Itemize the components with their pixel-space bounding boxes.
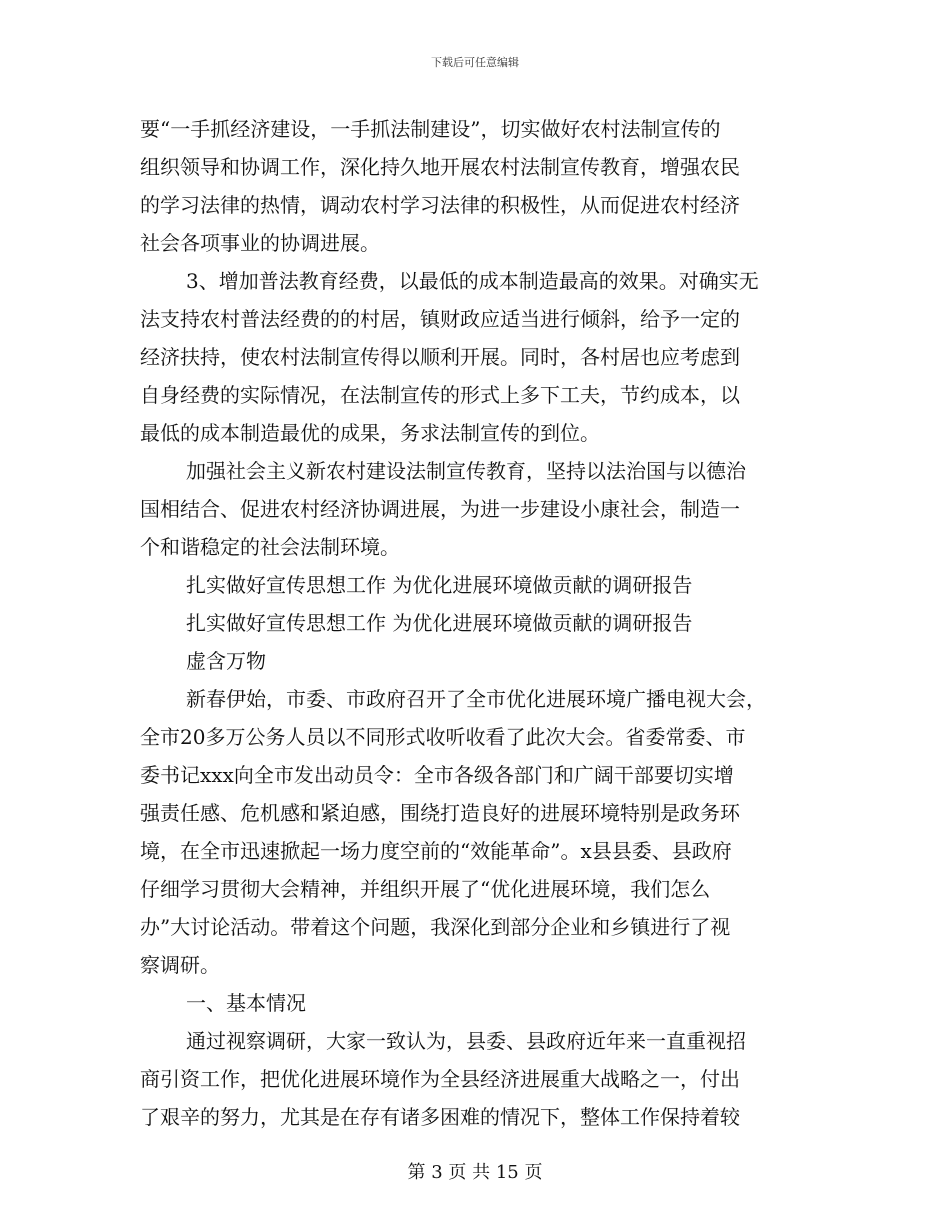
text-line: 委书记xxx向全市发出动员令：全市各级各部门和广阔干部要切实增: [140, 763, 734, 787]
text-line: 组织领导和协调工作，深化持久地开展农村法制宣传教育，增强农民: [140, 155, 740, 179]
text-line: 全市20多万公务人员以不同形式收听收看了此次大会。省委常委、市: [140, 725, 746, 749]
text-line: 最低的成本制造最优的成果，务求法制宣传的到位。: [140, 421, 600, 445]
text-line: 新春伊始，市委、市政府召开了全市优化进展环境广播电视大会，: [186, 687, 766, 711]
text-line: 察调研。: [140, 953, 220, 977]
text-line: 经济扶持，使农村法制宣传得以顺利开展。同时，各村居也应考虑到: [140, 345, 740, 369]
text-line: 要“一手抓经济建设，一手抓法制建设”，切实做好农村法制宣传的: [140, 117, 721, 141]
text-line: 强责任感、危机感和紧迫感，围绕打造良好的进展环境特别是政务环: [140, 801, 740, 825]
document-body: [140, 110, 810, 1136]
text-line: 商引资工作，把优化进展环境作为全县经济进展重大战略之一，付出: [140, 1067, 740, 1091]
text-line: 3、增加普法教育经费，以最低的成本制造最高的效果。对确实无: [186, 269, 759, 293]
text-line: 社会各项事业的协调进展。: [140, 231, 380, 255]
page-footer: 第 3 页 共 15 页: [407, 1162, 543, 1183]
text-line: 的学习法律的热情，调动农村学习法律的积极性，从而促进农村经济: [140, 193, 740, 217]
text-line: 仔细学习贯彻大会精神，并组织开展了“优化进展环境，我们怎么: [140, 877, 711, 901]
text-line: 加强社会主义新农村建设法制宣传教育，坚持以法治国与以德治: [186, 459, 746, 483]
text-line: 虚含万物: [186, 649, 266, 673]
text-line: 境，在全市迅速掀起一场力度空前的“效能革命”。x县县委、县政府: [140, 839, 732, 863]
text-line: 扎实做好宣传思想工作 为优化进展环境做贡献的调研报告: [186, 573, 693, 597]
page-header: 下载后可任意编辑: [431, 56, 519, 69]
text-line: 通过视察调研，大家一致认为，县委、县政府近年来一直重视招: [186, 1029, 746, 1053]
text-line: 办”大讨论活动。带着这个问题，我深化到部分企业和乡镇进行了视: [140, 915, 731, 939]
text-line: 了艰辛的努力，尤其是在存有诸多困难的情况下，整体工作保持着较: [140, 1105, 740, 1129]
text-line: 扎实做好宣传思想工作 为优化进展环境做贡献的调研报告: [186, 611, 693, 635]
text-line: 个和谐稳定的社会法制环境。: [140, 535, 400, 559]
text-line: 国相结合、促进农村经济协调进展，为进一步建设小康社会，制造一: [140, 497, 740, 521]
text-line: 自身经费的实际情况，在法制宣传的形式上多下工夫，节约成本，以: [140, 383, 740, 407]
text-line: 一、基本情况: [186, 991, 306, 1015]
text-line: 法支持农村普法经费的的村居，镇财政应适当进行倾斜，给予一定的: [140, 307, 740, 331]
